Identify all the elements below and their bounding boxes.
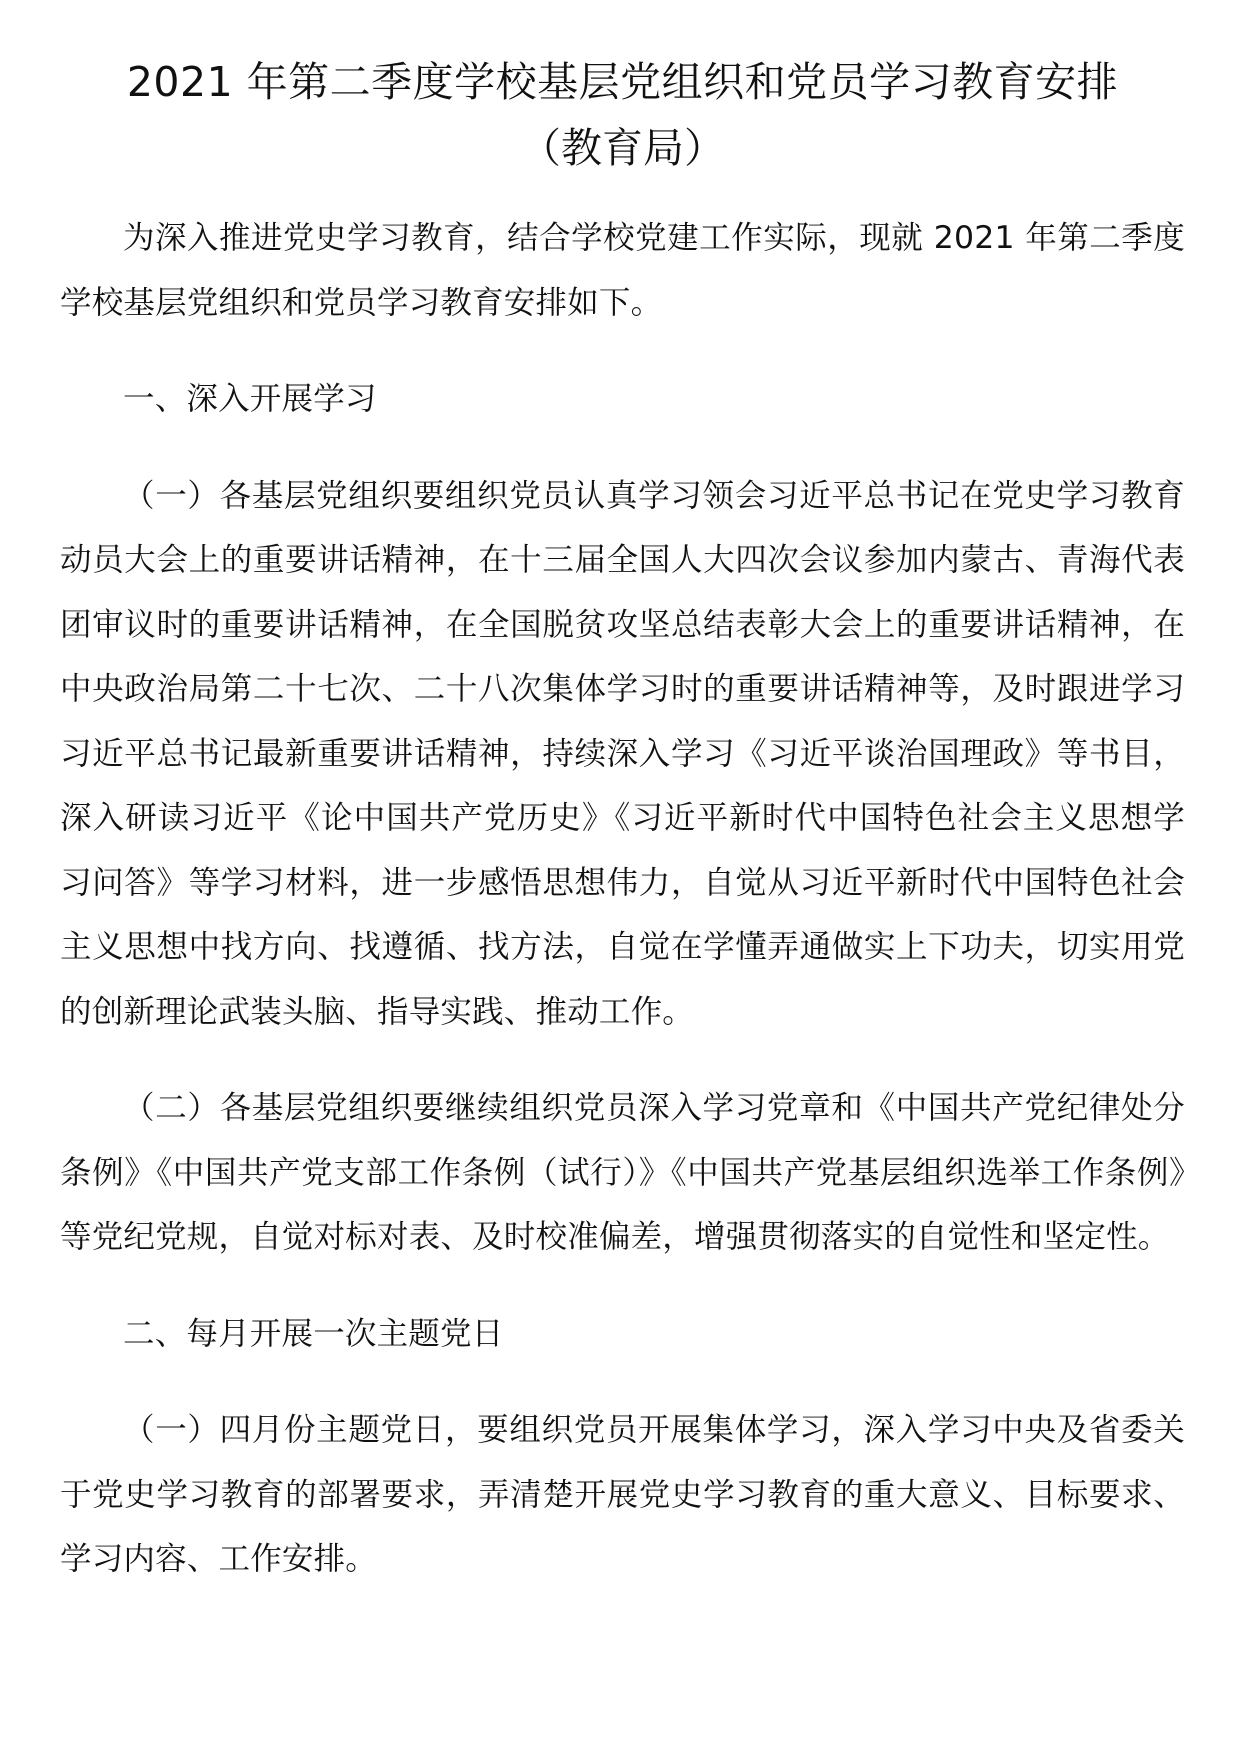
intro-paragraph: 为深入推进党史学习教育，结合学校党建工作实际，现就 2021 年第二季度学校基层党组织和党员学习教育安排如下。 [60,220,1185,321]
section-1-heading: 一、深入开展学习 [123,381,377,417]
section-2-heading: 二、每月开展一次主题党日 [123,1315,504,1352]
document-subtitle: （教育局） [520,124,725,172]
document-title: 2021 年第二季度学校基层党组织和党员学习教育安排 [126,58,1119,106]
section-1-item-1: （一）各基层党组织要组织党员认真学习领会习近平总书记在党史学习教育动员大会上的重要讲话精神，在十三届全国人大四次会议参加内蒙古、青海代表团审议时的重要讲话精神，在全国脱贫攻坚总结表彰大会上的重要讲话精神，在中央政治局第二十七次、二十八次集体学习时的重要讲话精神等，及时跟进学习习近平总书记最新重要讲话精神，持续深入学习《习近平谈治国理政》等书目，深入研读习近平《论中国共产党历史》《习近平新时代中国特色社会主义思想学习问答》等学习材料，进一步感悟思想伟力，自觉从习近平新时代中国特色社会主义思想中找方向、找遵循、找方法，自觉在学懂弄通做实上下功夫，切实用党的创新理论武装头脑、指导实践、推动工作。 [60,477,1185,1030]
section-1-item-2: （二）各基层党组织要继续组织党员深入学习党章和《中国共产党纪律处分条例》《中国共产党支部工作条例（试行）》《中国共产党基层组织选举工作条例》等党纪党规，自觉对标对表、及时校准偏差，增强贯彻落实的自觉性和坚定性。 [60,1090,1185,1255]
section-2-item-1: （一）四月份主题党日，要组织党员开展集体学习，深入学习中央及省委关于党史学习教育的部署要求，弄清楚开展党史学习教育的重大意义、目标要求、学习内容、工作安排。 [60,1412,1185,1577]
document-page [60,0,1185,1592]
